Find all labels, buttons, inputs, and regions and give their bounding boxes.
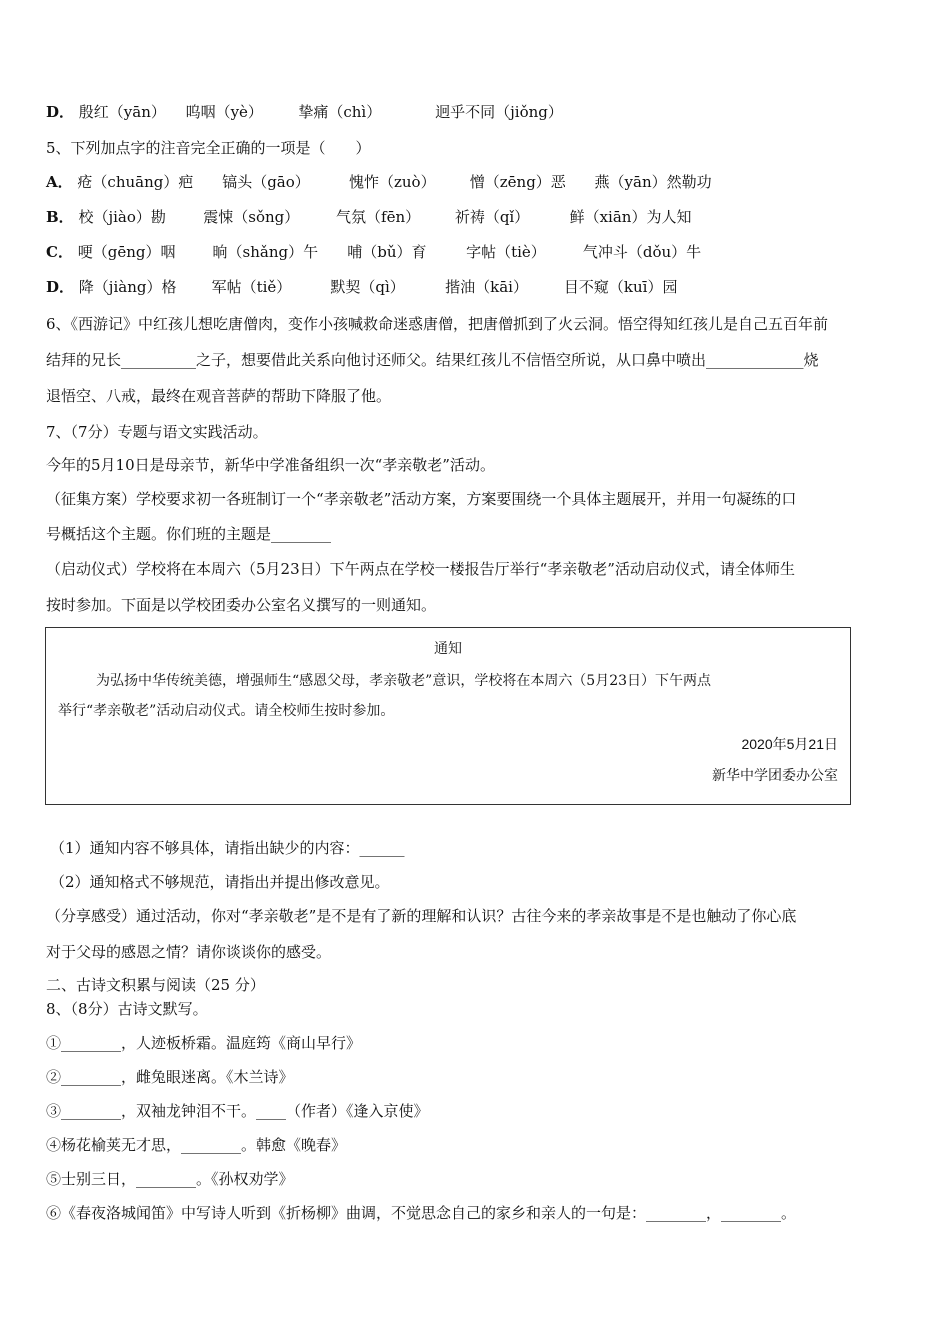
section-2-heading: 二、古诗文积累与阅读（25 分） bbox=[46, 976, 265, 994]
option-item: 呜咽（yè） bbox=[185, 103, 263, 121]
q8-stem: 8、（8分）古诗文默写。 bbox=[46, 1000, 208, 1018]
q5-stem: 5、下列加点字的注音完全正确的一项是（ ） bbox=[46, 139, 371, 157]
q7-stem: 7、（7分）专题与语文实践活动。 bbox=[46, 423, 268, 441]
q8-item-2: ②________，雌兔眼迷离。《木兰诗》 bbox=[46, 1068, 294, 1086]
option-item: 殷红（yān） bbox=[78, 103, 166, 121]
q8-item-6: ⑥《春夜洛城闻笛》中写诗人听到《折杨柳》曲调，不觉思念自己的家乡和亲人的一句是：________，________。 bbox=[46, 1204, 797, 1222]
option-item: 目不窥（kuī）园 bbox=[563, 278, 678, 296]
option-item: 晌（shǎng）午 bbox=[212, 243, 319, 261]
q5-option-c bbox=[46, 242, 701, 262]
option-item: 揩油（kāi） bbox=[445, 278, 528, 296]
q8-item-4: ④杨花榆荚无才思，________。韩愈《晚春》 bbox=[46, 1136, 347, 1154]
option-item: 疮（chuāng）疤 bbox=[77, 173, 194, 191]
option-item: 军帖（tiě） bbox=[211, 278, 292, 296]
option-item: 燕（yān）然勒功 bbox=[594, 173, 712, 191]
notice-date: 2020年5月21日 bbox=[741, 736, 838, 752]
q7-plan-line-2: 号概括这个主题。你们班的主题是________ bbox=[46, 525, 332, 543]
option-item: 哽（gēng）咽 bbox=[77, 243, 176, 261]
q5-option-d bbox=[46, 277, 677, 297]
q7-sub-2: （2）通知格式不够规范，请指出并提出修改意见。 bbox=[50, 873, 390, 891]
option-label: B． bbox=[46, 208, 74, 226]
q7-plan-line-1: （征集方案）学校要求初一各班制订一个“孝亲敬老”活动方案，方案要围绕一个具体主题展开，并用一句凝练的口 bbox=[46, 490, 797, 508]
q7-share-line-1: （分享感受）通过活动，你对“孝亲敬老”是不是有了新的理解和认识？古往今来的孝亲故事是不是也触动了你心底 bbox=[46, 907, 797, 925]
option-item: 迥乎不同（jiǒng） bbox=[435, 103, 563, 121]
q6-line-1: 6、《西游记》中红孩儿想吃唐僧肉，变作小孩喊救命迷惑唐僧，把唐僧抓到了火云洞。悟空得知红孩儿是自己五百年前 bbox=[46, 315, 829, 333]
q7-ceremony-line-1: （启动仪式）学校将在本周六（5月23日）下午两点在学校一楼报告厅举行“孝亲敬老”活动启动仪式，请全体师生 bbox=[46, 560, 795, 578]
q8-item-1: ①________，人迹板桥霜。温庭筠《商山早行》 bbox=[46, 1034, 362, 1052]
option-item: 挚痛（chì） bbox=[298, 103, 382, 121]
option-item: 降（jiàng）格 bbox=[78, 278, 177, 296]
q5-option-b bbox=[46, 207, 691, 227]
option-label: C． bbox=[46, 243, 73, 261]
option-item: 鲜（xiān）为人知 bbox=[569, 208, 692, 226]
q4-option-d bbox=[46, 102, 563, 122]
option-item: 气冲斗（dǒu）牛 bbox=[582, 243, 702, 261]
option-item: 憎（zēng）恶 bbox=[469, 173, 566, 191]
option-label: A． bbox=[46, 173, 73, 191]
option-item: 气氛（fēn） bbox=[336, 208, 421, 226]
option-item: 字帖（tiè） bbox=[466, 243, 546, 261]
q7-intro: 今年的5月10日是母亲节，新华中学准备组织一次“孝亲敬老”活动。 bbox=[46, 456, 495, 474]
q5-option-a bbox=[46, 172, 712, 192]
notice-body-line-2: 举行“孝亲敬老”活动启动仪式。请全校师生按时参加。 bbox=[58, 703, 395, 719]
option-item: 校（jiào）勘 bbox=[78, 208, 166, 226]
q8-item-3: ③________，双袖龙钟泪不干。____（作者）《逢入京使》 bbox=[46, 1102, 429, 1120]
notice-title: 通知 bbox=[434, 641, 462, 657]
notice-org: 新华中学团委办公室 bbox=[712, 768, 838, 784]
option-item: 祈祷（qǐ） bbox=[454, 208, 530, 226]
q7-ceremony-line-2: 按时参加。下面是以学校团委办公室名义撰写的一则通知。 bbox=[46, 596, 437, 614]
q6-line-2: 结拜的兄长__________之子，想要借此关系向他讨还师父。结果红孩儿不信悟空所说，从口鼻中喷出_____________烧 bbox=[46, 351, 819, 369]
q7-sub-1: （1）通知内容不够具体，请指出缺少的内容：______ bbox=[50, 839, 405, 857]
notice-box bbox=[45, 627, 851, 805]
option-label: D． bbox=[46, 103, 75, 121]
option-label: D． bbox=[46, 278, 75, 296]
option-item: 镐头（gāo） bbox=[222, 173, 310, 191]
option-item: 震悚（sǒng） bbox=[203, 208, 300, 226]
option-item: 默契（qì） bbox=[330, 278, 405, 296]
q6-line-3: 退悟空、八戒，最终在观音菩萨的帮助下降服了他。 bbox=[46, 387, 392, 405]
q7-share-line-2: 对于父母的感恩之情？请你谈谈你的感受。 bbox=[46, 943, 332, 961]
notice-body-line-1: 为弘扬中华传统美德，增强师生“感恩父母，孝亲敬老”意识，学校将在本周六（5月23日）下午两点 bbox=[96, 673, 712, 689]
q8-item-5: ⑤士别三日，________。《孙权劝学》 bbox=[46, 1170, 294, 1188]
option-item: 愧怍（zuò） bbox=[348, 173, 436, 191]
option-item: 哺（bǔ）育 bbox=[347, 243, 427, 261]
